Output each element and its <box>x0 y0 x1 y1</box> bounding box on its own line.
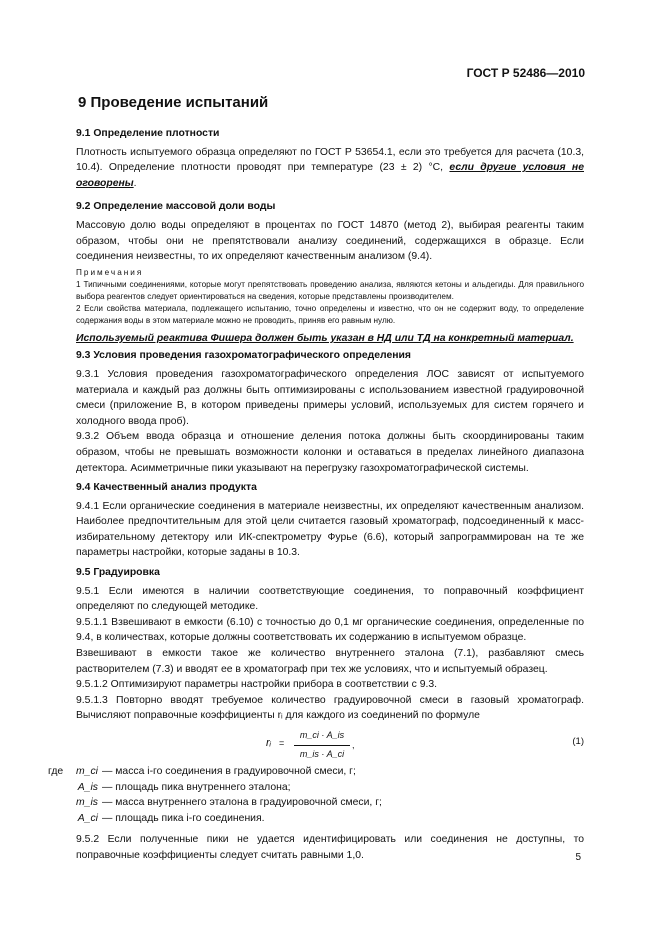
emphasis-text: если другие условия не оговорены <box>76 162 584 189</box>
heading-9-3: 9.3 Условия проведения газохроматографического определения <box>76 350 411 362</box>
heading-9-5: 9.5 Градуировка <box>76 567 160 579</box>
page-number: 5 <box>575 852 581 863</box>
standard-header: ГОСТ Р 52486—2010 <box>466 66 585 80</box>
formula-1 <box>76 728 584 762</box>
formula-equals: = <box>279 738 285 748</box>
text: Плотность испытуемого образца определяют по ГОСТ Р 53654.1, если это требуется для расчета (10.3, 10.4). Определение плотности проводят при температуре (23 ± 2) °С, <box>76 146 584 174</box>
legend-row <box>48 780 584 796</box>
heading-9-1: 9.1 Определение плотности <box>76 128 220 139</box>
formula-fraction <box>294 728 350 762</box>
paragraph-9-5-1-1: 9.5.1.1 Взвешивают в емкости (6.10) с точностью до 0,1 мг органические соединения, определенные по 9.4, в количествах, которые должны соответствовать их содержанию в испытуемом образце. <box>76 616 584 644</box>
formula-numerator: m_ci · A_is <box>294 728 350 746</box>
paragraph-9-3-2: 9.3.2 Объем ввода образца и отношение деления потока должны быть скоординированы таким образом, чтобы не превышать возможности колонки и оставаться в пределах линейного диапазона детектора. Асимметричные пики указывают на перегрузку газохроматографической системы. <box>76 431 584 474</box>
fisher-reagent-note: Используемый реактива Фишера должен быть указан в НД или ТД на конкретный материал. <box>76 332 574 344</box>
paragraph-9-5-1: 9.5.1 Если имеются в наличии соответствующие соединения, то поправочный коэффициент определяют по следующей методике. <box>76 585 584 613</box>
paragraph-9-2: Массовую долю воды определяют в процентах по ГОСТ 14870 (метод 2), выбирая реагенты таким образом, чтобы они не препятствовали анализу соединений, содержащихся в образце. Если соединения неизвестны, то их определяют качественным анализом (9.4). <box>76 219 584 263</box>
notes-title: Примечания <box>76 267 144 277</box>
paragraph-9-4-1: 9.4.1 Если органические соединения в материале неизвестны, их определяют качественным анализом. Наиболее предпочтительным для этой цели считается газовый хроматограф, подсоединенный к масс-избирательному детектору или ИК-спектрометру Фурье (6.6), который запрограммирован на те же параметры настройки, которые заданы в 10.3. <box>76 500 584 559</box>
formula-comma: , <box>352 740 355 750</box>
formula-legend <box>48 764 584 826</box>
paragraph-9-3-1: 9.3.1 Условия проведения газохроматографического определения ЛОС зависят от испытуемого материала и каждый раз должны быть оптимизированы с использованием известной градуировочной смеси (приложение В, в котором приведены примеры условий, используемых для систем горячего и холодного ввода проб). <box>76 368 584 427</box>
paragraph-9-1 <box>76 145 584 192</box>
paragraph-9-5-1-1b: Взвешивают в емкости такое же количество внутреннего эталона (7.1), разбавляют смесь растворителем (7.3) и вводят ее в хроматограф при тех же условиях, что и испытуемый образец. <box>76 648 584 675</box>
text: . <box>133 177 137 189</box>
formula-denominator: m_is · A_ci <box>299 748 345 759</box>
notes-block <box>76 267 584 327</box>
legend-text: — масса внутреннего эталона в градуировочной смеси, г; <box>102 797 382 809</box>
legend-symbol: m_ci <box>76 766 98 777</box>
legend-symbol: A_ci <box>77 812 98 824</box>
note-2: 2 Если свойства материала, подлежащего испытанию, точно определены и известно, что он не содержит воду, то определение содержания воды в этом материале можно не проводить, приняв его равным нулю. <box>76 303 584 325</box>
section-title: 9 Проведение испытаний <box>78 94 269 111</box>
legend-text: — масса i-го соединения в градуировочной смеси, г; <box>102 766 356 777</box>
formula-number: (1) <box>572 736 584 747</box>
note-1: 1 Типичными соединениями, которые могут препятствовать проведению анализа, являются кетоны и альдегиды. Для правильного выбора реагентов следует ориентироваться на сведения, которые представлены производителем. <box>76 279 584 301</box>
legend-prefix: где <box>48 766 64 777</box>
legend-row <box>48 811 584 827</box>
paragraph-9-5-2: 9.5.2 Если полученные пики не удается идентифицировать или соединения не доступны, то поправочные коэффициенты следует считать равными 1,0. <box>76 834 584 861</box>
heading-9-2: 9.2 Определение массовой доли воды <box>76 201 276 213</box>
document-body <box>48 124 584 864</box>
heading-9-4: 9.4 Качественный анализ продукта <box>76 482 257 494</box>
legend-symbol: A_is <box>77 781 98 793</box>
legend-row <box>48 764 584 780</box>
legend-row <box>48 795 584 811</box>
legend-text: — площадь пика внутреннего эталона; <box>102 781 291 793</box>
legend-symbol: m_is <box>76 797 98 809</box>
formula-lhs: rᵢ <box>266 737 272 749</box>
paragraph-9-5-1-2: 9.5.1.2 Оптимизируют параметры настройки прибора в соответствии с 9.3. <box>76 679 438 691</box>
legend-text: — площадь пика i-го соединения. <box>102 812 265 824</box>
paragraph-9-5-1-3: 9.5.1.3 Повторно вводят требуемое количество градуировочной смеси в газовый хроматограф. Вычисляют поправочные коэффициенты rᵢ для каждого из соединений по формуле <box>76 694 584 722</box>
